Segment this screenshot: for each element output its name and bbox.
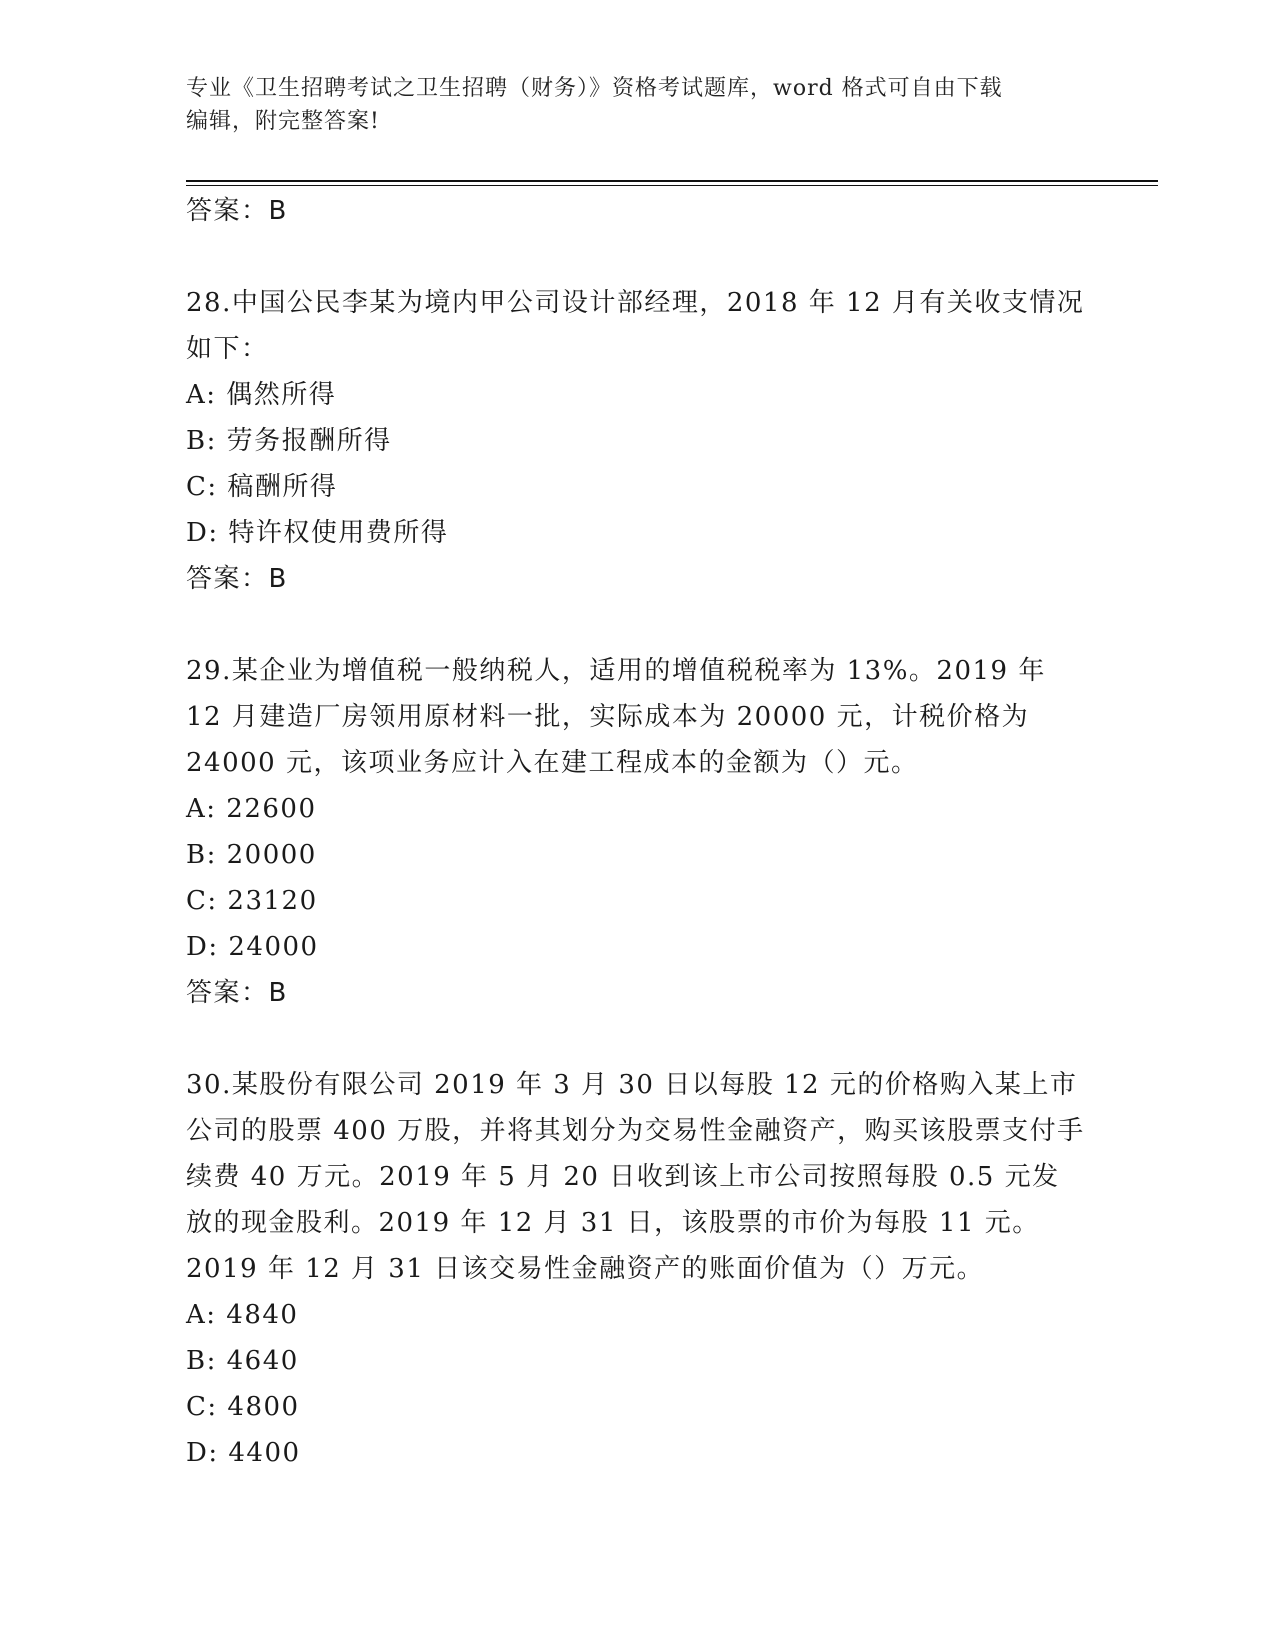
answer-previous: 答案：B xyxy=(186,196,288,226)
option-a: A: 22600 xyxy=(186,794,317,824)
option-b: B: 20000 xyxy=(186,840,317,870)
question-28 xyxy=(186,280,1086,602)
header-divider-thick xyxy=(186,180,1158,182)
header-divider-thin xyxy=(186,185,1158,186)
header-line-1: 专业《卫生招聘考试之卫生招聘（财务）》资格考试题库，word 格式可自由下载 xyxy=(186,76,1003,101)
header-line-2: 编辑，附完整答案! xyxy=(186,109,380,134)
question-text: 28.中国公民李某为境内甲公司设计部经理，2018 年 12 月有关收支情况如下： xyxy=(186,288,1085,364)
option-d: D: 4400 xyxy=(186,1438,301,1468)
option-a: A: 偶然所得 xyxy=(186,380,337,410)
document-header xyxy=(186,72,1086,138)
option-d: D: 24000 xyxy=(186,932,319,962)
answer: 答案：B xyxy=(186,564,288,594)
option-c: C: 23120 xyxy=(186,886,318,916)
option-c: C: 稿酬所得 xyxy=(186,472,338,502)
option-d: D: 特许权使用费所得 xyxy=(186,518,449,548)
option-b: B: 4640 xyxy=(186,1346,299,1376)
question-text: 30.某股份有限公司 2019 年 3 月 30 日以每股 12 元的价格购入某上市公司的股票 400 万股，并将其划分为交易性金融资产，购买该股票支付手续费 40 万元。2019 年 5 月 20 日收到该上市公司按照每股 0.5 元发放的现金股利。2019 年 12 月 31 日，该股票的市价为每股 11 元。2019 年 12 月 31 日该交易性金融资产的账面价值为（）万元。 xyxy=(186,1070,1085,1284)
option-c: C: 4800 xyxy=(186,1392,300,1422)
question-text: 29.某企业为增值税一般纳税人，适用的增值税税率为 13%。2019 年 12 月建造厂房领用原材料一批，实际成本为 20000 元，计税价格为 24000 元，该项业务应计入在建工程成本的金额为（）元。 xyxy=(186,656,1046,778)
question-30 xyxy=(186,1062,1086,1476)
option-a: A: 4840 xyxy=(186,1300,299,1330)
document-body xyxy=(186,188,1086,1476)
answer: 答案：B xyxy=(186,978,288,1008)
option-b: B: 劳务报酬所得 xyxy=(186,426,392,456)
question-29 xyxy=(186,648,1086,1016)
